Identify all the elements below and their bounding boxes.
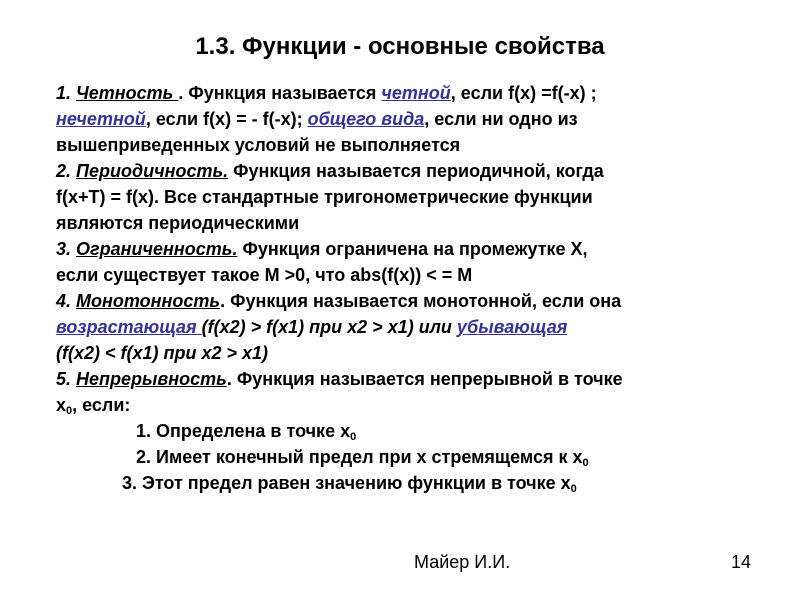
parity-num: 1.	[56, 83, 72, 103]
parity-line-3: вышеприведенных условий не выполняется	[56, 135, 461, 155]
continuity-num: 5.	[56, 369, 77, 389]
decreasing-term: убывающая	[456, 317, 568, 337]
bounded-num: 3.	[56, 239, 77, 259]
continuity-line-2	[56, 392, 776, 418]
periodic-text-1: Функция называется периодичной, когда	[228, 161, 604, 181]
monotone-text-1: . Функция называется монотонной, если она	[220, 291, 622, 311]
monotone-line-3: (f(x2) < f(x1) при x2 > x1)	[56, 343, 269, 363]
bounded-line-2: если существует такое M >0, что abs(f(x)) < = M	[56, 265, 473, 285]
even-term: четной	[381, 83, 451, 103]
periodic-line-2: f(x+T) = f(x). Все стандартные тригонометрические функции	[56, 187, 593, 207]
parity-text-1: Функция называется	[183, 83, 382, 103]
condition-1-text: 1. Определена в точке x	[136, 421, 351, 441]
continuity-name: Непрерывность	[76, 369, 227, 389]
condition-1	[56, 418, 776, 444]
parity-line-2	[56, 106, 776, 132]
periodic-line-1	[56, 158, 776, 184]
bounded-text-1: Функция ограничена на промежутке X,	[237, 239, 588, 259]
parity-name: Четность	[76, 83, 179, 103]
continuity-line-1	[56, 366, 776, 392]
condition-2	[56, 444, 776, 470]
x0-sub: 0	[66, 405, 73, 417]
increasing-term: возрастающая	[56, 317, 202, 337]
x0-var: x	[56, 395, 67, 415]
condition-1-sub: 0	[350, 431, 357, 443]
bounded-line-1	[56, 236, 776, 262]
condition-2-sub: 0	[582, 457, 589, 469]
monotone-line-1	[56, 288, 776, 314]
odd-term: нечетной	[56, 109, 146, 129]
condition-3	[56, 470, 776, 496]
monotone-line-2	[56, 314, 776, 340]
monotone-name: Монотонность	[76, 291, 221, 311]
slide-title: 1.3. Функции - основные свойства	[195, 33, 605, 60]
condition-3-sub: 0	[570, 483, 577, 495]
parity-text-4: , если ни одно из	[424, 109, 578, 129]
footer-author: Майер И.И.	[414, 552, 511, 572]
general-term: общего вида	[307, 109, 425, 129]
parity-text-2: , если f(x) =f(-x) ;	[450, 83, 597, 103]
parity-line-1	[56, 80, 776, 106]
continuity-text-1: . Функция называется непрерывной в точке	[226, 369, 623, 389]
periodic-name: Периодичность.	[76, 161, 229, 181]
periodic-line-3: являются периодическими	[56, 213, 300, 233]
bounded-name: Ограниченность.	[76, 239, 238, 259]
parity-text-3: , если f(x) = - f(-x);	[145, 109, 308, 129]
increasing-condition: (f(x2) > f(x1) при x2 > x1) или	[201, 317, 457, 337]
parity-dot: .	[178, 83, 184, 103]
condition-2-text: 2. Имеет конечный предел при x стремящемся к x	[136, 447, 583, 467]
slide-body	[56, 80, 776, 496]
continuity-text-2: , если:	[72, 395, 131, 415]
condition-3-text: 3. Этот предел равен значению функции в точке x	[122, 473, 571, 493]
periodic-num: 2.	[56, 161, 77, 181]
page-number: 14	[731, 552, 752, 572]
monotone-num: 4.	[56, 291, 77, 311]
